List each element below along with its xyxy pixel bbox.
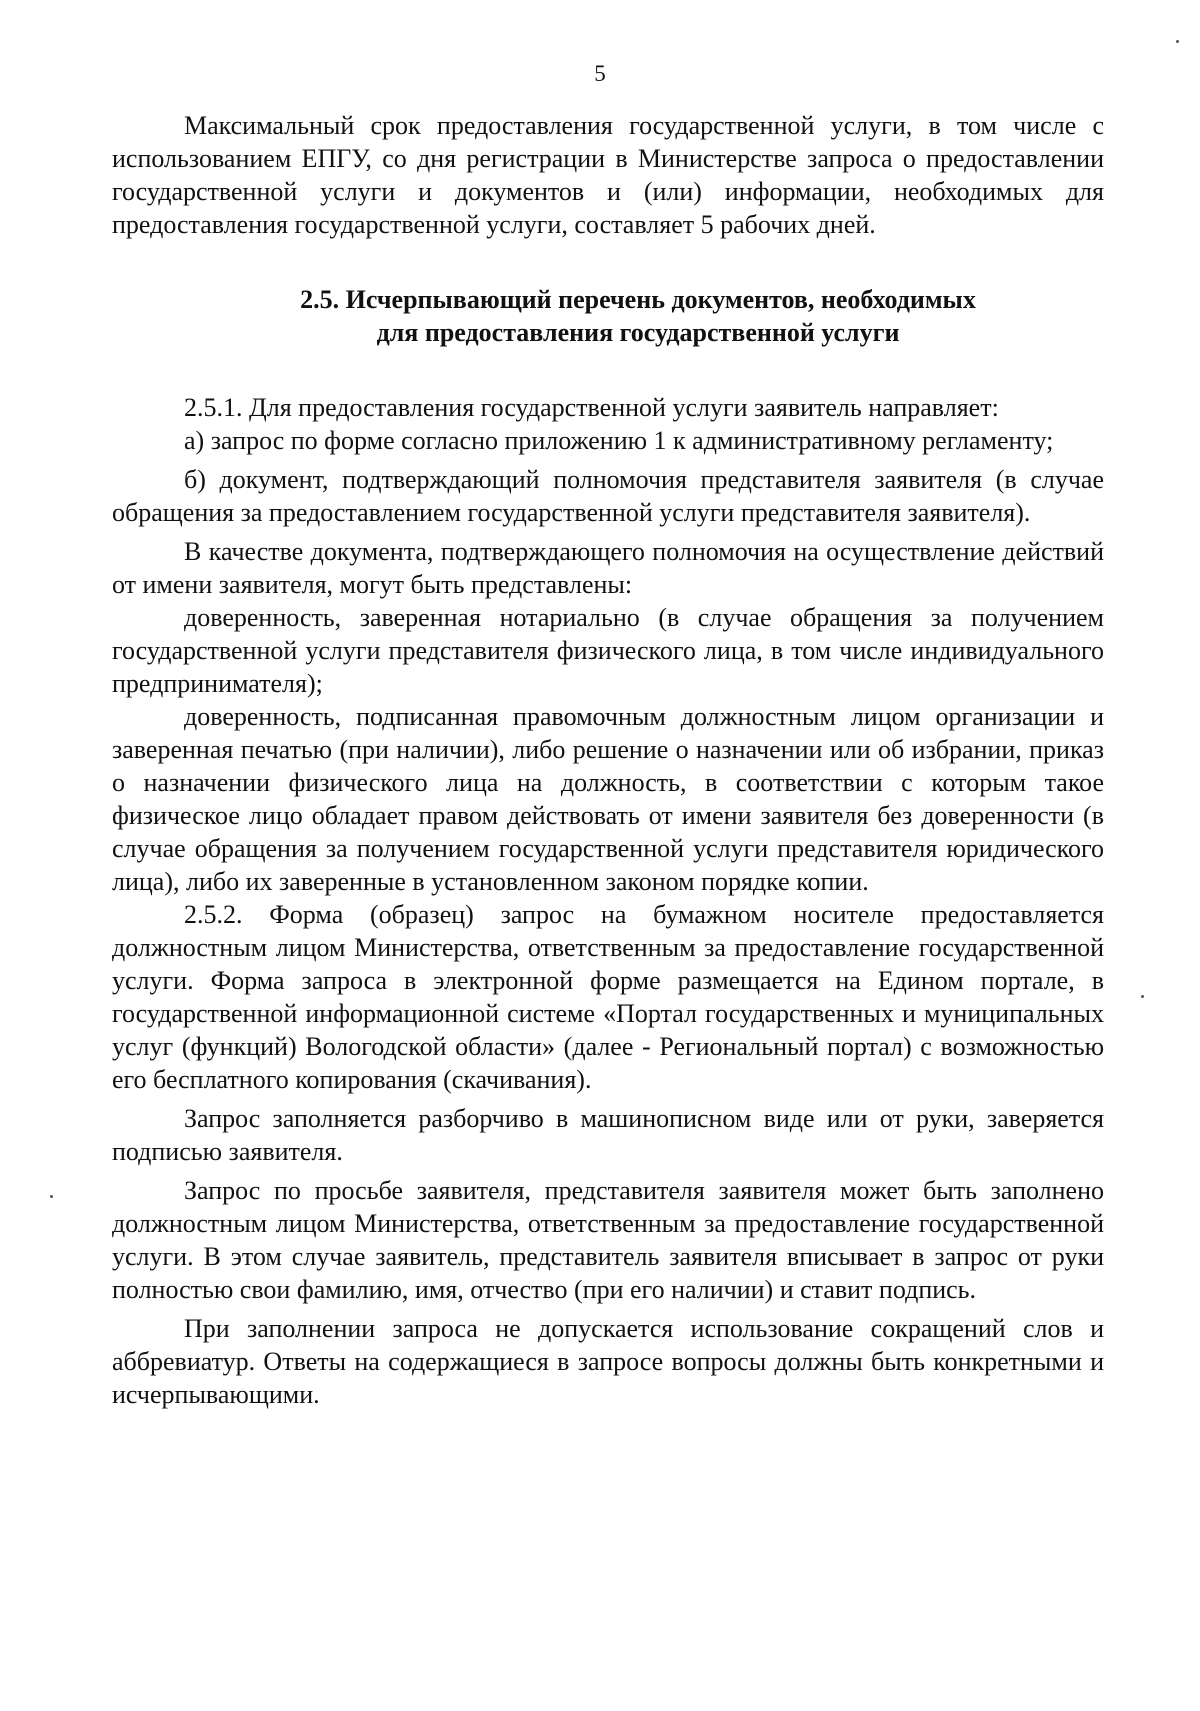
paragraph-notarial-poa: доверенность, заверенная нотариально (в случае обращения за получением государственной услуги представителя физического лица, в том числе индивидуального предпринимателя); [112,603,1104,698]
page-number: 5 [594,61,606,86]
paragraph-authority-docs: В качестве документа, подтверждающего полномочия на осуществление действий от имени заявителя, могут быть представлены: [112,537,1104,599]
section-heading-line-2: для предоставления государственной услуги [376,318,900,347]
paragraph-fill-by-official: Запрос по просьбе заявителя, представителя заявителя может быть заполнено должностным лицом Министерства, ответственным за предоставление государственной услуги. В этом случае заявитель, представитель заявителя вписывает в запрос от руки полностью свои фамилию, имя, отчество (при его наличии) и ставит подпись. [112,1176,1104,1304]
paragraph-2-5-1: 2.5.1. Для предоставления государственной услуги заявитель направляет: [184,393,999,422]
paragraph-no-abbreviations: При заполнении запроса не допускается использование сокращений слов и аббревиатур. Ответы на содержащиеся в запросе вопросы должны быть конкретными и исчерпывающими. [112,1314,1104,1409]
scan-speck [1141,995,1144,998]
page-content [112,109,1104,1411]
section-heading [112,283,1104,349]
paragraph-max-term: Максимальный срок предоставления государственной услуги, в том числе с использованием ЕПГУ, со дня регистрации в Министерстве запроса о предоставлении государственной услуги и документов и (или) информации, необходимых для предоставления государственной услуги, составляет 5 рабочих дней. [112,111,1104,239]
paragraph-2-5-2: 2.5.2. Форма (образец) запрос на бумажном носителе предоставляется должностным лицом Министерства, ответственным за предоставление государственной услуги. Форма запроса в электронной форме размещается на Едином портале, в государственной информационной системе «Портал государственных и муниципальных услуг (функций) Вологодской области» (далее - Региональный портал) с возможностью его бесплатного копирования (скачивания). [112,900,1104,1094]
scan-speck [1176,40,1179,43]
paragraph-item-a: а) запрос по форме согласно приложению 1 к административному регламенту; [184,426,1054,455]
paragraph-item-b: б) документ, подтверждающий полномочия представителя заявителя (в случае обращения за предоставлением государственной услуги представителя заявителя). [112,465,1104,527]
scan-speck [50,1195,53,1198]
paragraph-fill-legibly: Запрос заполняется разборчиво в машинописном виде или от руки, заверяется подписью заявителя. [112,1104,1104,1166]
section-heading-line-1: 2.5. Исчерпывающий перечень документов, необходимых [300,285,976,314]
paragraph-signed-poa: доверенность, подписанная правомочным должностным лицом организации и заверенная печатью (при наличии), либо решение о назначении или об избрании, приказ о назначении физического лица на должность, в соответствии с которым такое физическое лицо обладает правом действовать от имени заявителя без доверенности (в случае обращения за получением государственной услуги представителя юридического лица), либо их заверенные в установленном законом порядке копии. [112,702,1104,896]
